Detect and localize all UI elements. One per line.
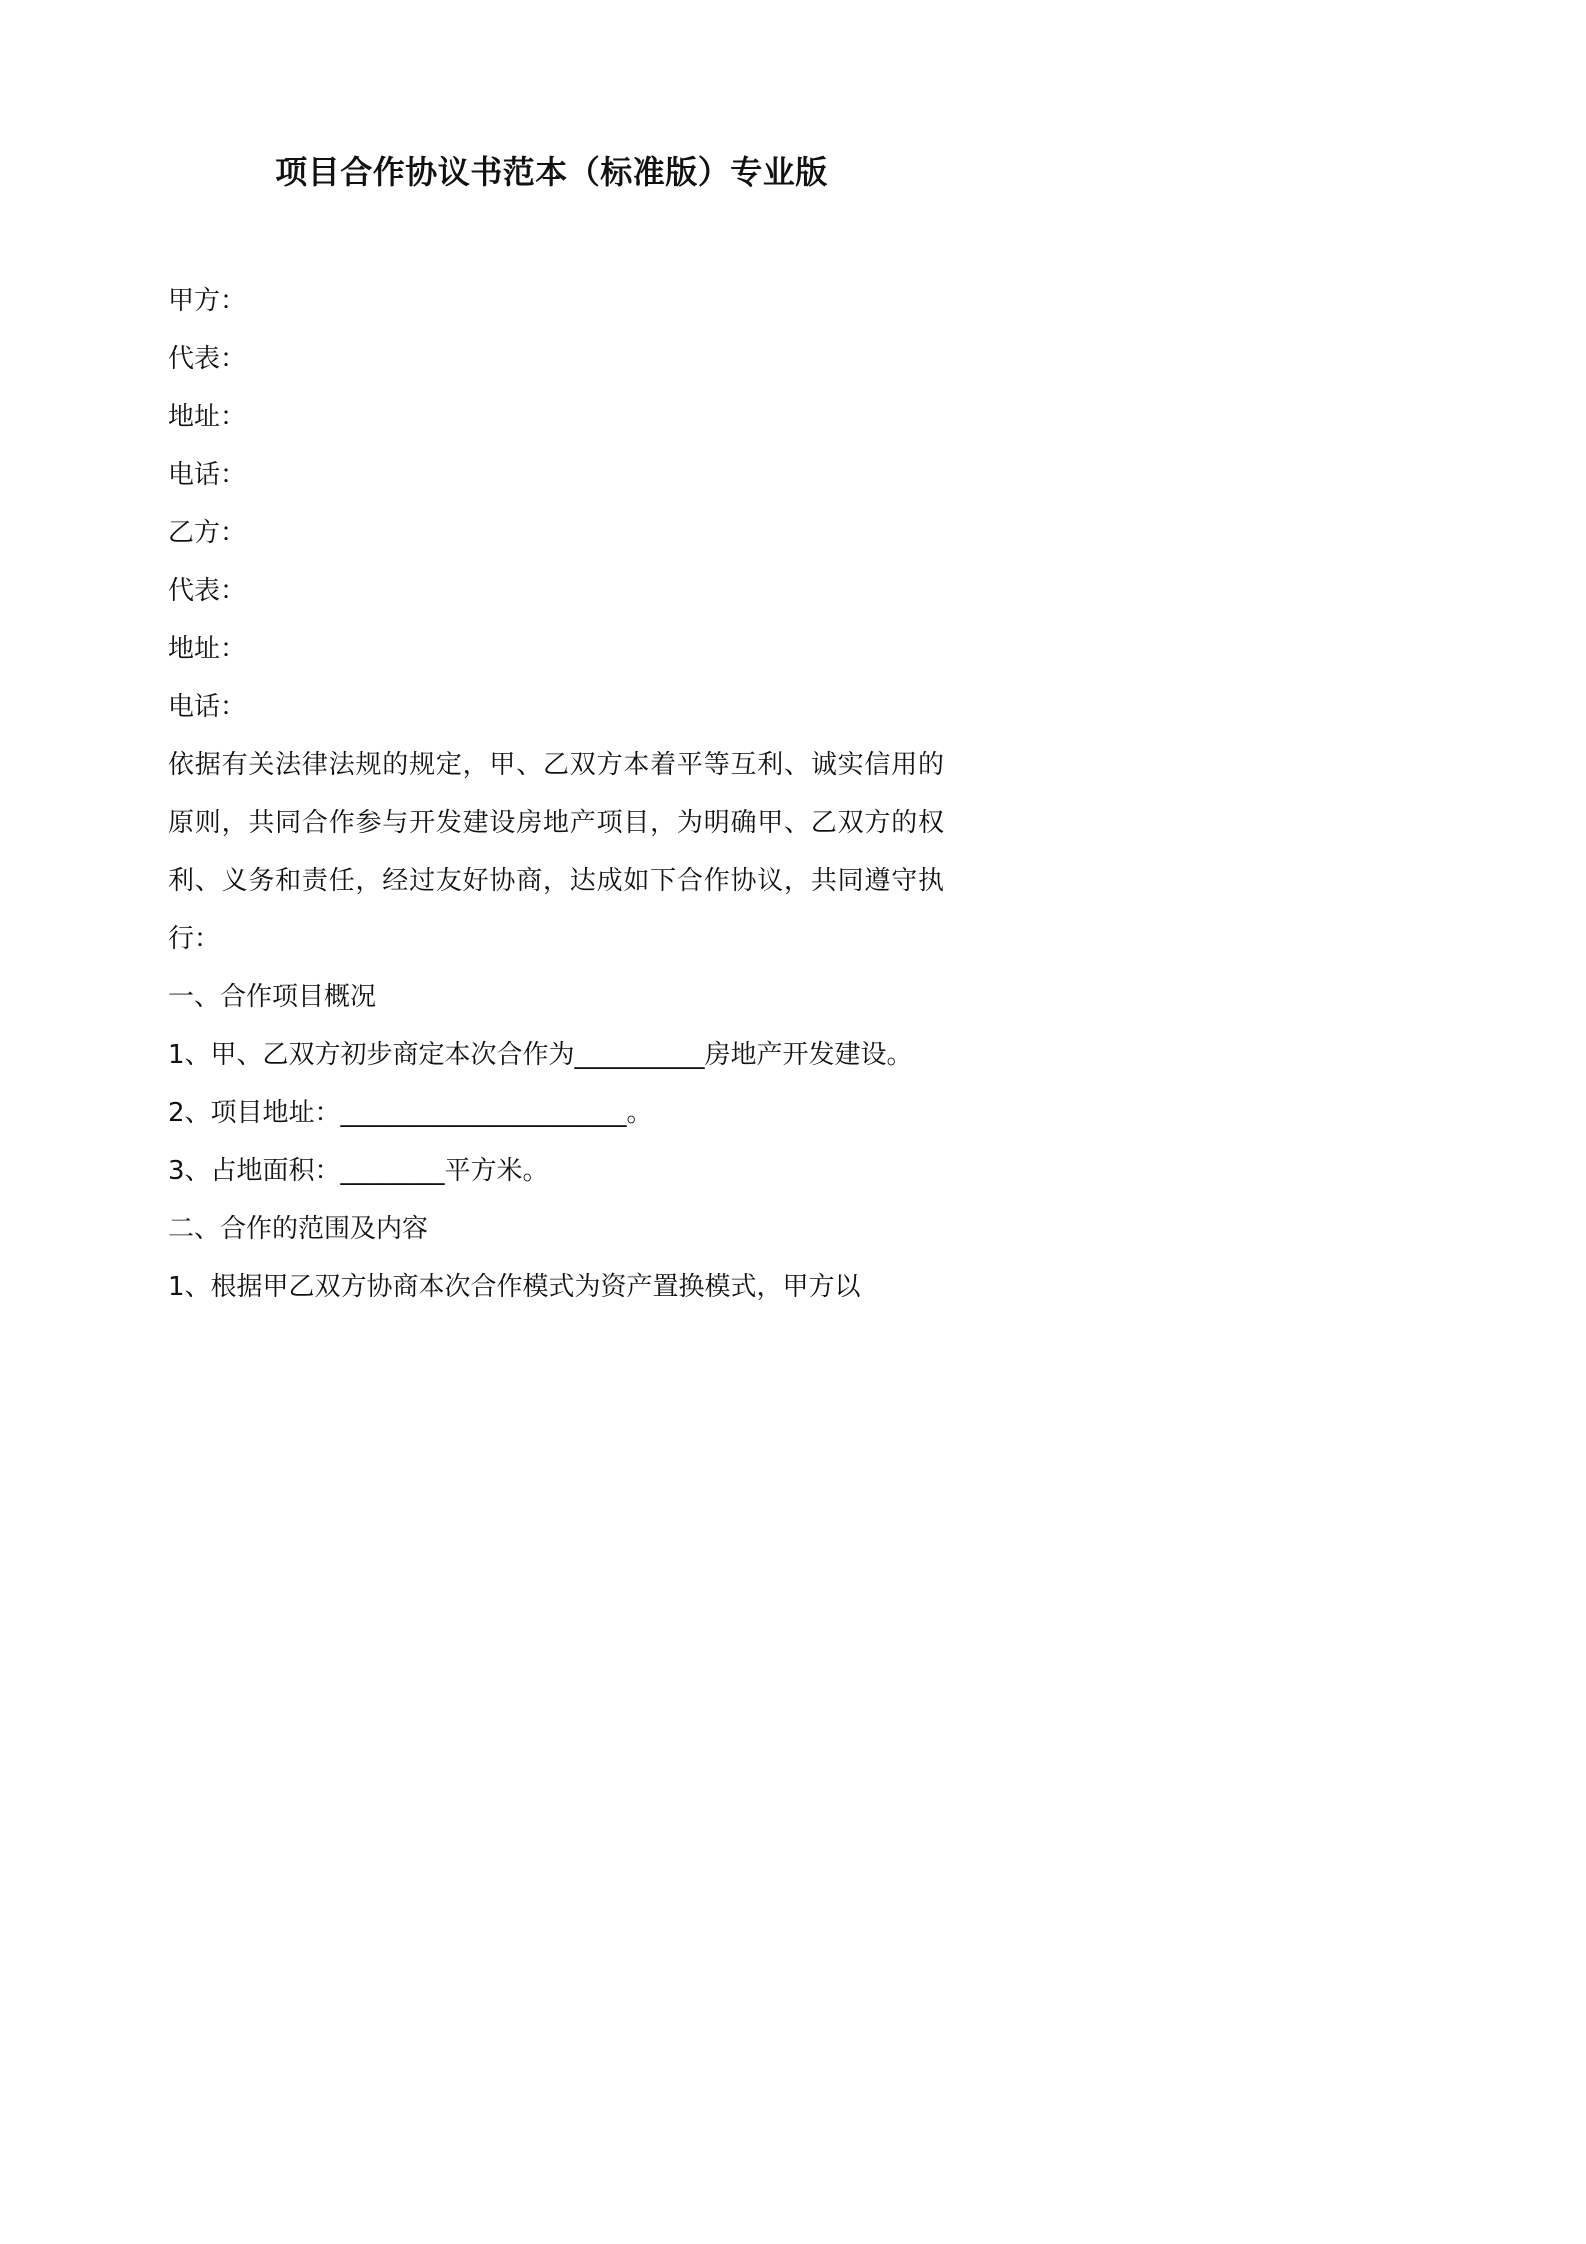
section-1-heading: 一、合作项目概况 (168, 982, 377, 1012)
party-a-phone-label: 电话： (168, 460, 247, 490)
party-b-rep-label: 代表： (168, 576, 247, 606)
party-a-rep-label: 代表： (168, 344, 247, 374)
document-title: 项目合作协议书范本（标准版）专业版 (275, 153, 828, 191)
party-b-block (168, 504, 944, 736)
section-2-item-1: 1、根据甲乙双方协商本次合作模式为资产置换模式，甲方以 (168, 1272, 861, 1302)
party-b-name-label: 乙方： (168, 518, 247, 548)
document-body (168, 272, 944, 1316)
document-page (0, 0, 1103, 1561)
party-a-address-label: 地址： (168, 402, 247, 432)
section-1-item-2: 2、项目地址：______________________。 (168, 1098, 653, 1128)
section-2-heading: 二、合作的范围及内容 (168, 1214, 429, 1244)
party-b-address-label: 地址： (168, 634, 247, 664)
party-b-phone-label: 电话： (168, 692, 247, 722)
section-1-item-1: 1、甲、乙双方初步商定本次合作为__________房地产开发建设。 (168, 1040, 913, 1070)
section-1-item-3: 3、占地面积：________平方米。 (168, 1156, 549, 1186)
preamble-paragraph: 依据有关法律法规的规定，甲、乙双方本着平等互利、诚实信用的原则，共同合作参与开发建设房地产项目，为明确甲、乙双方的权利、义务和责任，经过友好协商，达成如下合作协议，共同遵守执行： (168, 750, 944, 954)
party-a-name-label: 甲方： (168, 286, 247, 316)
party-a-block (168, 272, 944, 504)
